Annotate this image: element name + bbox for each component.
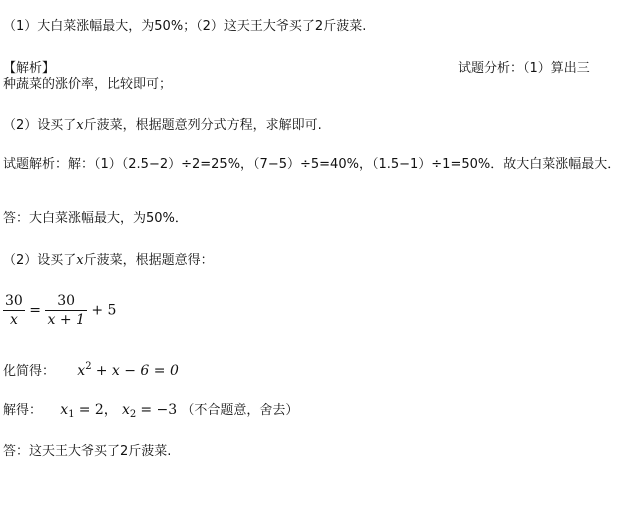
analysis-continuation: 种蔬菜的涨价率，比较即可； (3, 77, 173, 92)
simplify-x: x (77, 363, 86, 379)
fraction-equation (3, 292, 116, 329)
analysis-tag: 【解析】 (3, 61, 56, 76)
simplify-line (3, 359, 179, 380)
left-fraction (3, 292, 25, 329)
part2-setup (3, 253, 214, 269)
root2-variable: x (121, 402, 130, 418)
part2-suffix: 斤菠菜，根据题意得： (83, 253, 214, 268)
answer-part1: 答：大白菜涨幅最大，为50%． (3, 211, 188, 226)
solve-line (3, 402, 298, 423)
equals-sign: = (29, 302, 42, 319)
right-denominator: x + 1 (47, 312, 85, 328)
analysis-head: 试题分析：（1）算出三 (458, 61, 590, 76)
part2-variable: x (76, 253, 84, 268)
analysis-part2 (3, 118, 322, 134)
root2-value: = −3 (140, 402, 178, 418)
part2-prefix: （2）设买了 (3, 253, 77, 268)
right-fraction (45, 292, 86, 329)
simplify-label: 化简得： (3, 364, 56, 379)
analysis-part2-suffix: 斤菠菜，根据题意列分式方程，求解即可. (83, 118, 322, 133)
root1-variable: x (60, 402, 69, 418)
final-answer: 答：这天王大爷买了2斤菠菜. (3, 444, 172, 459)
right-numerator: 30 (45, 292, 86, 311)
root1-value: = 2， (78, 402, 118, 418)
answer-line: （1）大白菜涨幅最大，为50%；（2）这天王大爷买了2斤菠菜. (3, 19, 367, 34)
plus-term: + 5 (91, 302, 117, 319)
analysis-part2-prefix: （2）设买了 (3, 118, 77, 133)
root1-subscript: 1 (68, 409, 75, 420)
analysis-part2-variable: x (76, 118, 84, 133)
root2-subscript: 2 (129, 409, 137, 420)
simplify-rest: + x − 6 = 0 (95, 363, 179, 379)
left-numerator: 30 (5, 293, 23, 309)
simplify-exponent: 2 (85, 361, 92, 372)
left-denominator: x (9, 312, 18, 328)
solve-label: 解得： (3, 403, 43, 418)
root-note: （不合题意，舍去） (181, 403, 299, 418)
solution-text: 试题解析：解：（1）（2.5−2）÷2=25%，（7−5）÷5=40%，（1.5−1）÷1=50%．故大白菜涨幅最大． (3, 157, 621, 172)
